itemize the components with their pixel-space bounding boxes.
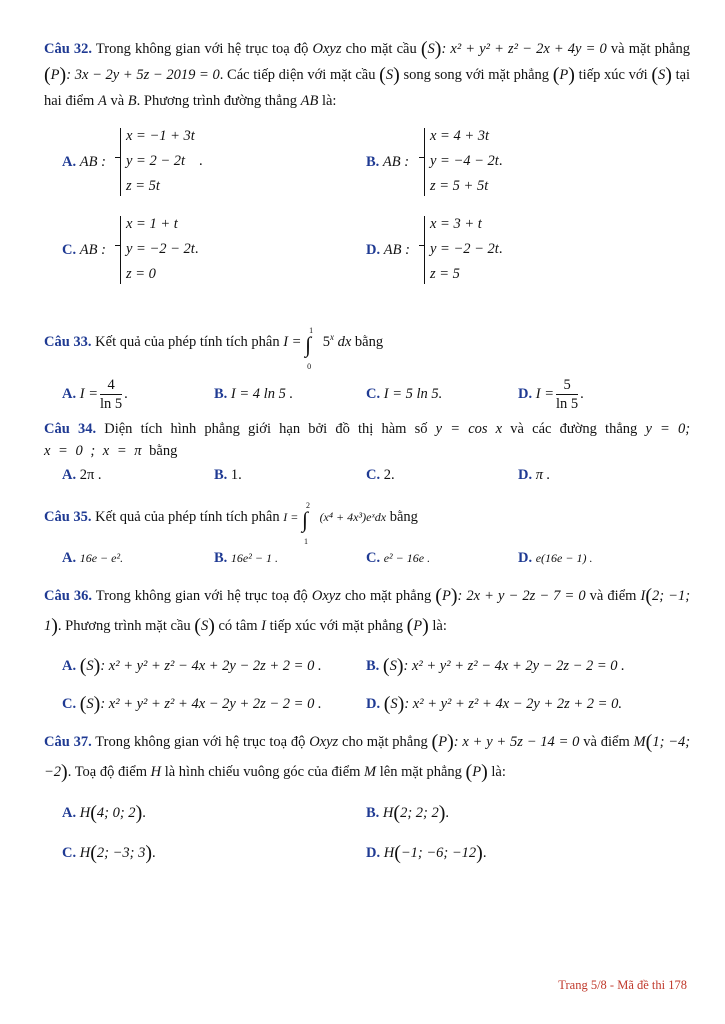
question-32 bbox=[44, 36, 690, 292]
option-b[interactable]: B. 16e² − 1 . bbox=[214, 549, 278, 566]
integral-sign: ∫ 2 1 bbox=[301, 500, 310, 546]
question-label: Câu 33. bbox=[44, 333, 92, 350]
option-a[interactable]: A. 2π . bbox=[62, 466, 102, 483]
question-36 bbox=[44, 581, 690, 723]
option-d[interactable]: D. e(16e − 1) . bbox=[518, 549, 593, 566]
question-37 bbox=[44, 727, 690, 873]
option-row-cd: C. AB : x = 1 + t y = −2 − 2t. z = 0 D. AB : x = 3 + t y = −2 − 2t. z = 5 bbox=[62, 216, 503, 282]
question-33-stem: Câu 33. Kết quả của phép tính tích phân I = ∫ 1 0 5$^x$ dx bằng bbox=[44, 325, 384, 371]
question-32-stem: Câu 32. Trong không gian với hệ trục toạ độ Oxyz cho mặt cầu (S): x² + y² + z² − 2x + 4y = 0 và mặt phẳng (P): 3x − 2y + 5z − 2019 = 0. Các tiếp diện với mặt cầu (S) song song với mặt phẳng (P) tiếp xúc với (S) tại hai điểm A và B. Phương trình đường thẳng AB là: bbox=[44, 38, 691, 109]
question-label: Câu 36. bbox=[44, 587, 92, 604]
question-label: Câu 34. bbox=[44, 420, 97, 437]
option-a[interactable]: A. (S): x² + y² + z² − 4x + 2y − 2z + 2 = 0 . bbox=[62, 654, 322, 677]
exam-page bbox=[44, 36, 690, 873]
question-37-stem: Câu 37. Trong không gian với hệ trục toạ độ Oxyz cho mặt phẳng (P): x + y + 5z − 14 = 0 và điểm M(1; −4; −2). Toạ độ điểm H là hình chiếu vuông góc của điểm M lên mặt phẳng (P) là: bbox=[44, 730, 691, 783]
question-33 bbox=[44, 322, 690, 416]
option-d[interactable]: D. I = $\frac{5}{\ln 5}$ . bbox=[518, 377, 584, 412]
question-35 bbox=[44, 500, 690, 571]
option-b[interactable]: B. (S): x² + y² + z² − 4x + 2y − 2z − 2 = 0 . bbox=[366, 654, 625, 677]
integral-sign: ∫ 1 0 bbox=[305, 325, 314, 371]
option-c[interactable]: C. 2. bbox=[366, 466, 395, 483]
page-footer: Trang 5/8 - Mã đề thi 178 bbox=[558, 978, 687, 992]
option-b[interactable]: B. 1. bbox=[214, 466, 242, 483]
option-row bbox=[44, 793, 690, 833]
option-c[interactable]: C. H(2; −3; 3). bbox=[62, 841, 156, 864]
option-b[interactable]: B. I = 4 ln 5 . bbox=[214, 385, 294, 402]
option-c[interactable]: C. (S): x² + y² + z² + 4x − 2y + 2z − 2 = 0 . bbox=[62, 692, 322, 715]
option-a[interactable]: A. 16e − e². bbox=[62, 549, 124, 566]
option-row bbox=[44, 833, 690, 873]
question-35-stem: Câu 35. Kết quả của phép tính tích phân I = ∫ 2 1 (x⁴ + 4x³)eˣdx bằng bbox=[44, 500, 418, 546]
option-a[interactable]: A. I = $\frac{4}{\ln 5}$ . bbox=[62, 377, 128, 412]
option-c[interactable]: C. e² − 16e . bbox=[366, 549, 431, 566]
question-36-stem: Câu 36. Trong không gian với hệ trục toạ độ Oxyz cho mặt phẳng (P): 2x + y − 2z − 7 = 0 và điểm I(2; −1; 1). Phương trình mặt cầu (S) có tâm I tiếp xúc với mặt phẳng (P) là: bbox=[44, 584, 691, 637]
option-d[interactable]: D. π . bbox=[518, 466, 551, 483]
option-c[interactable]: C. I = 5 ln 5. bbox=[366, 385, 443, 402]
option-d[interactable]: D. (S): x² + y² + z² + 4x − 2y + 2z + 2 = 0. bbox=[366, 692, 622, 715]
option-row-ab: A. AB : x = −1 + 3t y = 2 − 2t . z = 5t B. AB : x = 4 + 3t y = −4 − 2t. z = 5 + 5t bbox=[62, 128, 503, 194]
option-row bbox=[44, 545, 690, 571]
question-34 bbox=[44, 418, 690, 488]
question-34-stem: Câu 34. Diện tích hình phẳng giới hạn bởi đồ thị hàm số y = cos x và các đường thẳng y = 0; x = 0 ; x = π bằng bbox=[44, 420, 691, 459]
option-row bbox=[44, 647, 690, 685]
option-d[interactable]: D. H(−1; −6; −12). bbox=[366, 841, 487, 864]
option-b[interactable]: B. H(2; 2; 2). bbox=[366, 801, 450, 824]
question-label: Câu 35. bbox=[44, 508, 92, 525]
question-label: Câu 32. bbox=[44, 41, 93, 57]
option-a[interactable]: A. H(4; 0; 2). bbox=[62, 801, 146, 824]
option-row bbox=[44, 685, 690, 723]
question-label: Câu 37. bbox=[44, 733, 92, 750]
option-row bbox=[44, 372, 690, 416]
option-row bbox=[44, 462, 690, 488]
